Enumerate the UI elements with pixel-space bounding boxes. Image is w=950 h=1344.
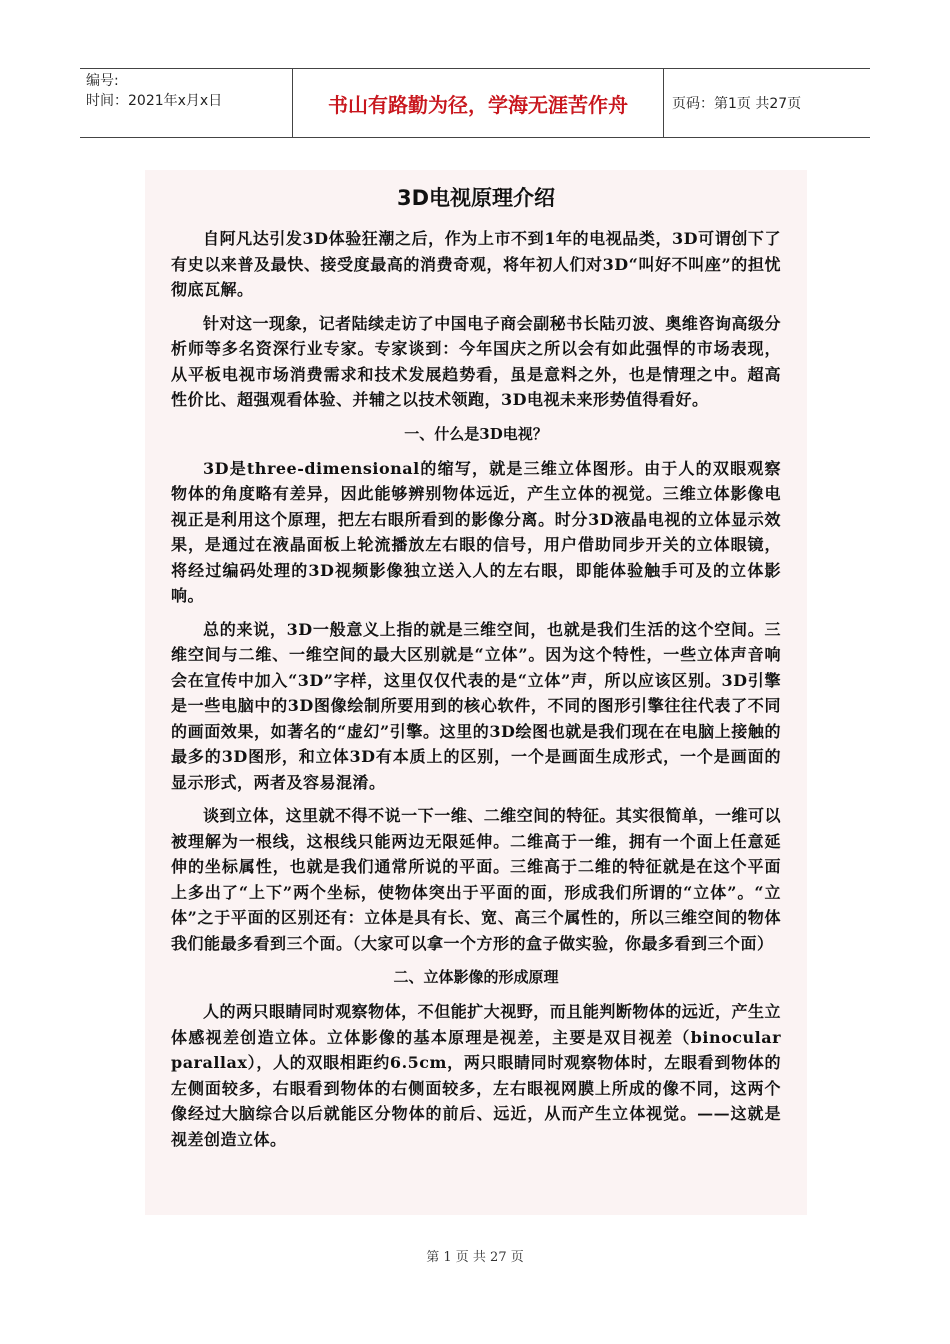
paragraph: 人的两只眼睛同时观察物体，不但能扩大视野，而且能判断物体的远近，产生立体感视差创造立体。立体影像的基本原理是视差，主要是双目视差（binocular parallax），人的双眼相距约6.5cm，两只眼睛同时观察物体时，左眼看到物体的左侧面较多，右眼看到物体的右侧面较多，左右眼视网膜上所成的像不同，这两个像经过大脑综合以后就能区分物体的前后、远近，从而产生立体视觉。——这就是视差创造立体。	[171, 1002, 781, 1149]
number-label: 编号:	[86, 73, 119, 89]
paragraph: 针对这一现象，记者陆续走访了中国电子商会副秘书长陆刃波、奥维咨询高级分析师等多名资深行业专家。专家谈到：今年国庆之所以会有如此强悍的市场表现，从平板电视市场消费需求和技术发展趋势看，虽是意料之外，也是情理之中。超高性价比、超强观看体验、并辅之以技术领跑，3D电视未来形势值得看好。	[171, 313, 781, 409]
time-label: 时间：2021年x月x日	[86, 93, 223, 109]
paragraph: 谈到立体，这里就不得不说一下一维、二维空间的特征。其实很简单，一维可以被理解为一根线，这根线只能两边无限延伸。二维高于一维，拥有一个面上任意延伸的坐标属性，也就是我们通常所说的平面。三维高于二维的特征就是在这个平面上多出了“上下”两个坐标，使物体突出于平面的面，形成我们所谓的“立体”。“立体”之于平面的区别还有：立体是具有长、宽、高三个属性的，所以三维空间的物体我们能最多看到三个面。（大家可以拿一个方形的盒子做实验，你最多看到三个面）	[171, 806, 781, 953]
section-heading: 二、立体影像的形成原理	[393, 968, 559, 986]
paragraph: 总的来说，3D一般意义上指的就是三维空间，也就是我们生活的这个空间。三维空间与二维、一维空间的最大区别就是“立体”。因为这个特性，一些立体声音响会在宣传中加入“3D”字样，这里仅仅代表的是“立体”声，所以应该区别。3D引擎是一些电脑中的3D图像绘制所要用到的核心软件，不同的图形引擎往往代表了不同的画面效果，如著名的“虚幻”引擎。这里的3D绘图也就是我们现在在电脑上接触的最多的3D图形，和立体3D有本质上的区别，一个是画面生成形式，一个是画面的显示形式，两者及容易混淆。	[171, 619, 781, 792]
section-heading: 一、什么是3D电视？	[404, 424, 548, 443]
paragraph: 自阿凡达引发3D体验狂潮之后，作为上市不到1年的电视品类，3D可谓创下了有史以来普及最快、接受度最高的消费奇观，将年初人们对3D“叫好不叫座”的担忧彻底瓦解。	[171, 229, 781, 299]
page-info: 页码：第1页 共27页	[672, 96, 802, 112]
motto: 书山有路勤为径，学海无涯苦作舟	[292, 69, 664, 137]
header-meta	[80, 69, 292, 137]
page-footer: 第 1 页 共 27 页	[426, 1250, 524, 1265]
paragraph: 3D是three-dimensional的缩写，就是三维立体图形。由于人的双眼观察物体的角度略有差异，因此能够辨别物体远近，产生立体的视觉。三维立体影像电视正是利用这个原理，把左右眼所看到的影像分离。时分3D液晶电视的立体显示效果，是通过在液晶面板上轮流播放左右眼的信号，用户借助同步开关的立体眼镜，将经过编码处理的3D视频影像独立送入人的左右眼，即能体验触手可及的立体影响。	[171, 458, 781, 605]
document-body	[145, 170, 807, 1215]
document-title: 3D电视原理介绍	[396, 186, 556, 210]
page-header	[80, 68, 870, 138]
